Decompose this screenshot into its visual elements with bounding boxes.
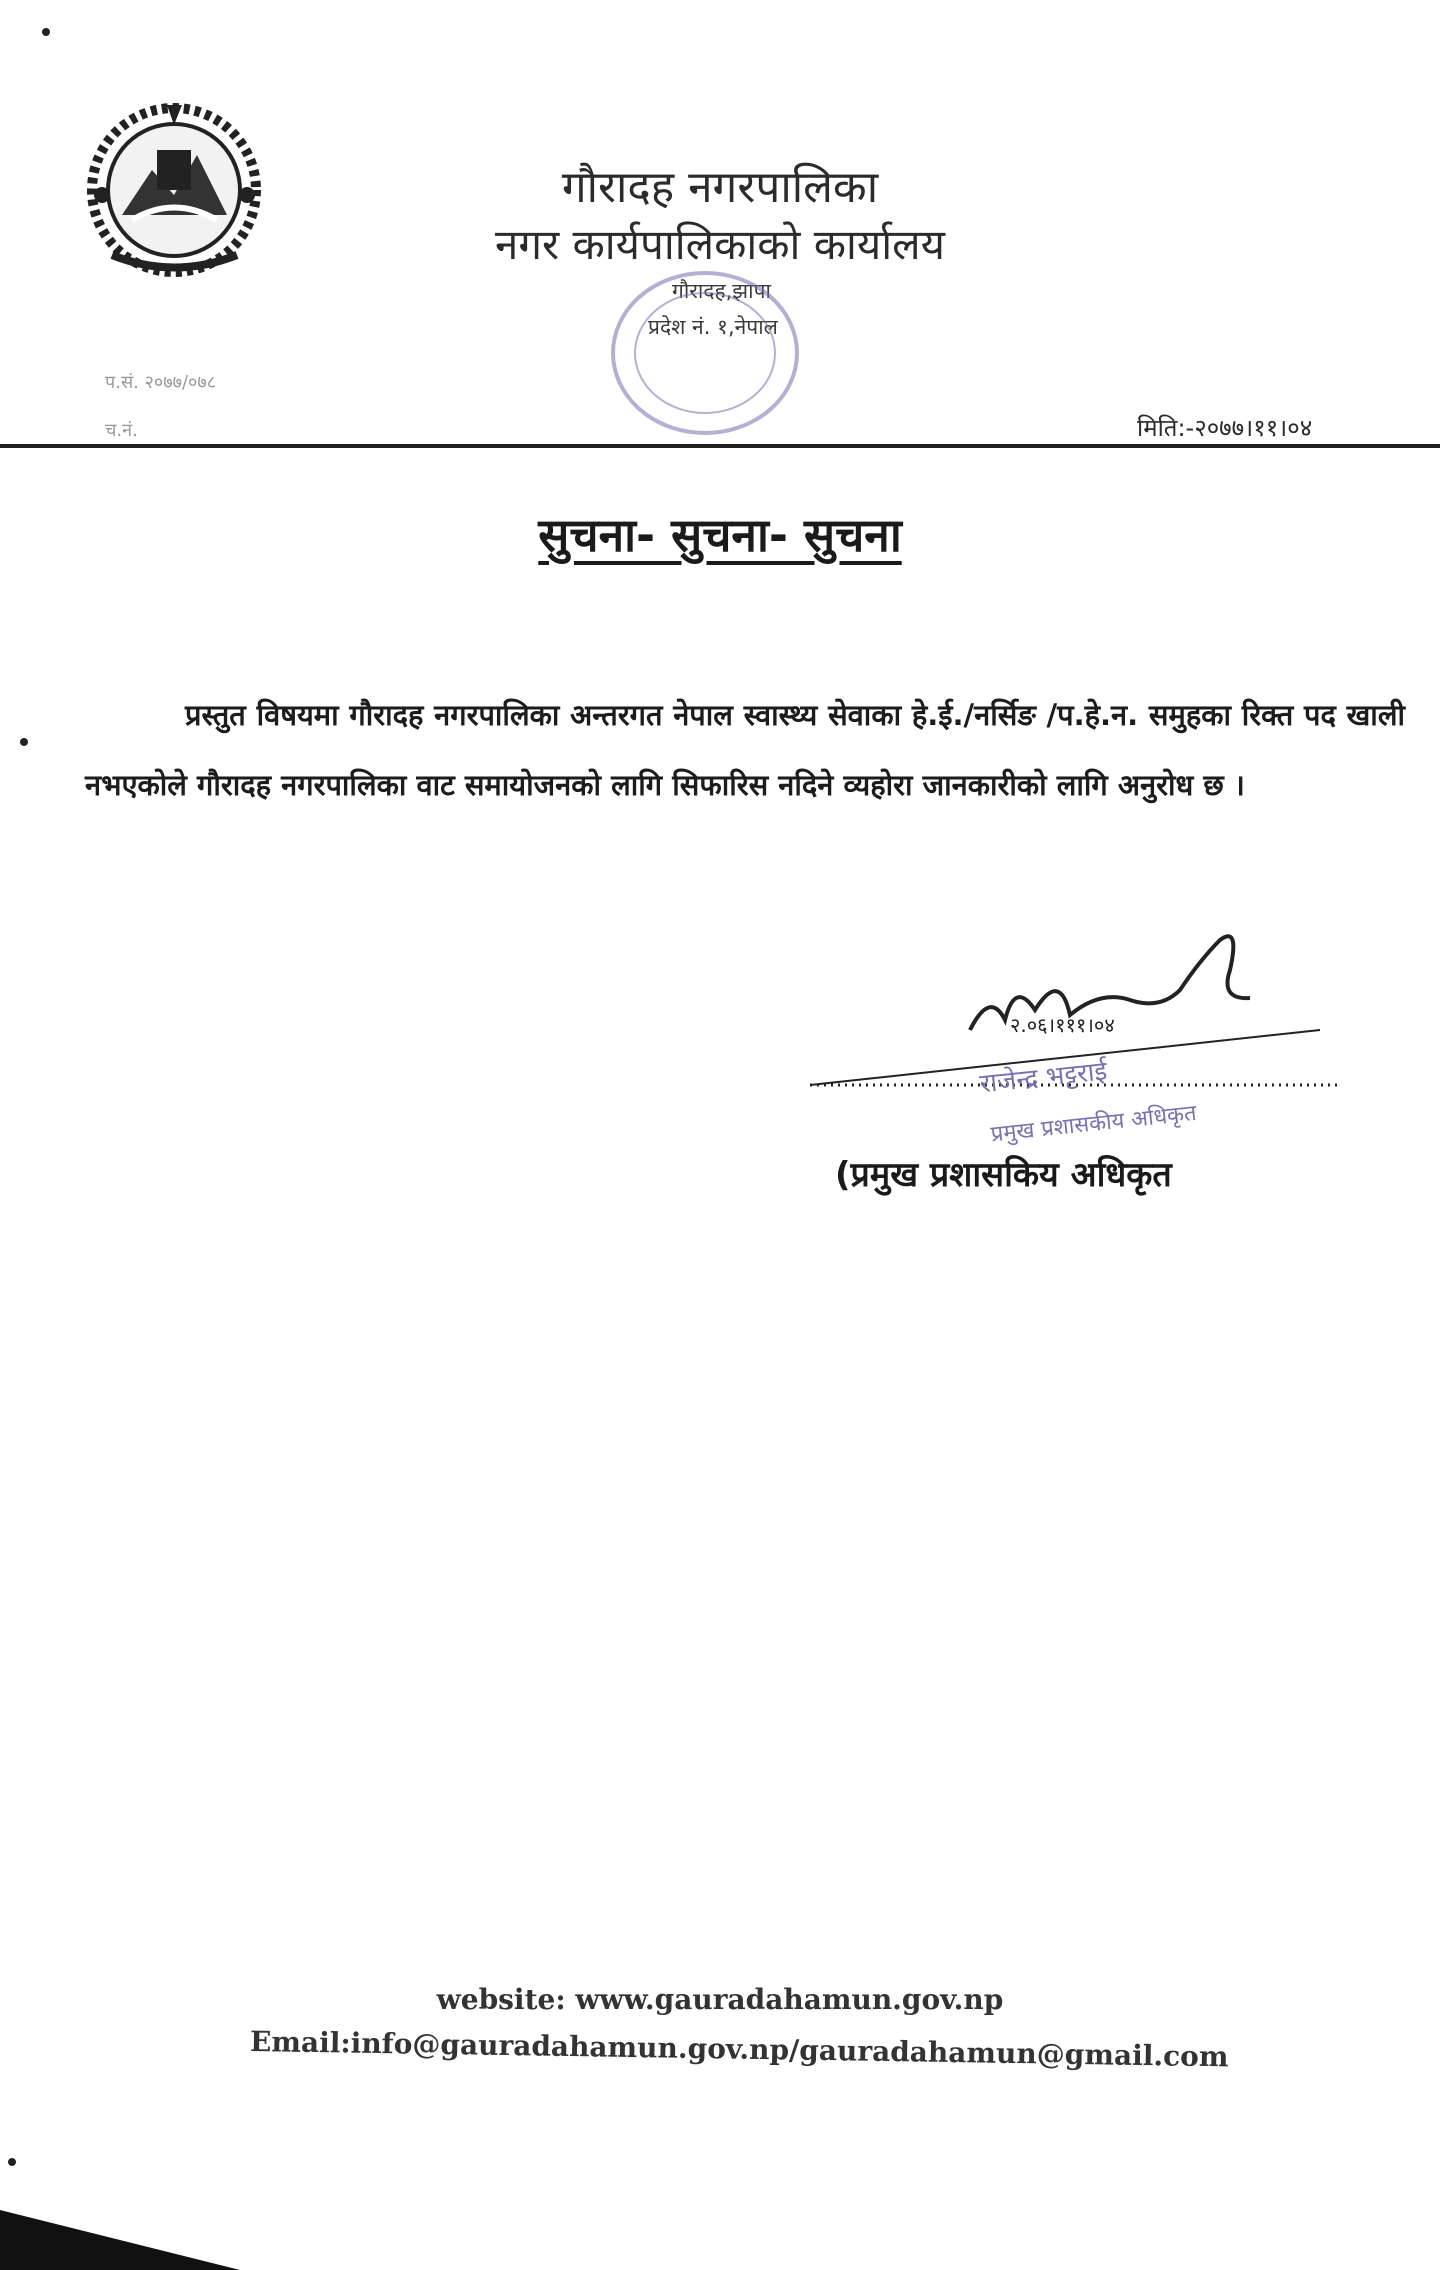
- scan-shadow-corner: [0, 2170, 240, 2270]
- handwritten-date: २.०६।१११।०४: [1010, 1013, 1115, 1037]
- reference-number: प.सं. २०७७/०७८: [105, 372, 217, 393]
- title-stamp: प्रमुख प्रशासकीय अधिकृत: [989, 1100, 1198, 1148]
- scan-dot: [8, 2158, 16, 2166]
- scan-dot: [20, 738, 28, 746]
- scan-dot: [42, 28, 50, 36]
- header-divider: [0, 444, 1440, 448]
- notice-body-text: प्रस्तुत विषयमा गौरादह नगरपालिका अन्तरगत नेपाल स्वास्थ्य सेवाका हे.ई./नर्सिङ /प.हे.न. समुहका रिक्त पद खाली नभएकोले गौरादह नगरपालिका वाट समायोजनको लागि सिफारिस नदिने व्यहोरा जानकारीको लागि अनुरोध छ ।: [85, 698, 1405, 802]
- office-name: नगर कार्यपालिकाको कार्यालय: [495, 220, 945, 269]
- notice-title: सुचना- सुचना- सुचना: [538, 508, 902, 562]
- footer-website: website: www.gauradahamun.gov.np: [436, 1983, 1004, 2016]
- notice-body: [85, 680, 1405, 820]
- signature-block: [800, 920, 1360, 1180]
- dispatch-number: च.नं.: [105, 420, 138, 441]
- footer-email: Email:info@gauradahamun.gov.np/gauradahamun@gmail.com: [249, 2025, 1229, 2074]
- signatory-designation: (प्रमुख प्रशासकिय अधिकृत: [835, 1155, 1172, 1195]
- letter-date: मिति:-२०७७।११।०४: [1137, 414, 1313, 442]
- name-stamp: राजेन्द्र भट्टराई: [978, 1056, 1109, 1100]
- address-line2: प्रदेश नं. १,नेपाल: [648, 315, 778, 339]
- municipality-name: गौरादह नगरपालिका: [561, 162, 879, 213]
- address-line1: गौरादह,झापा: [672, 279, 771, 303]
- office-stamp: [595, 258, 815, 448]
